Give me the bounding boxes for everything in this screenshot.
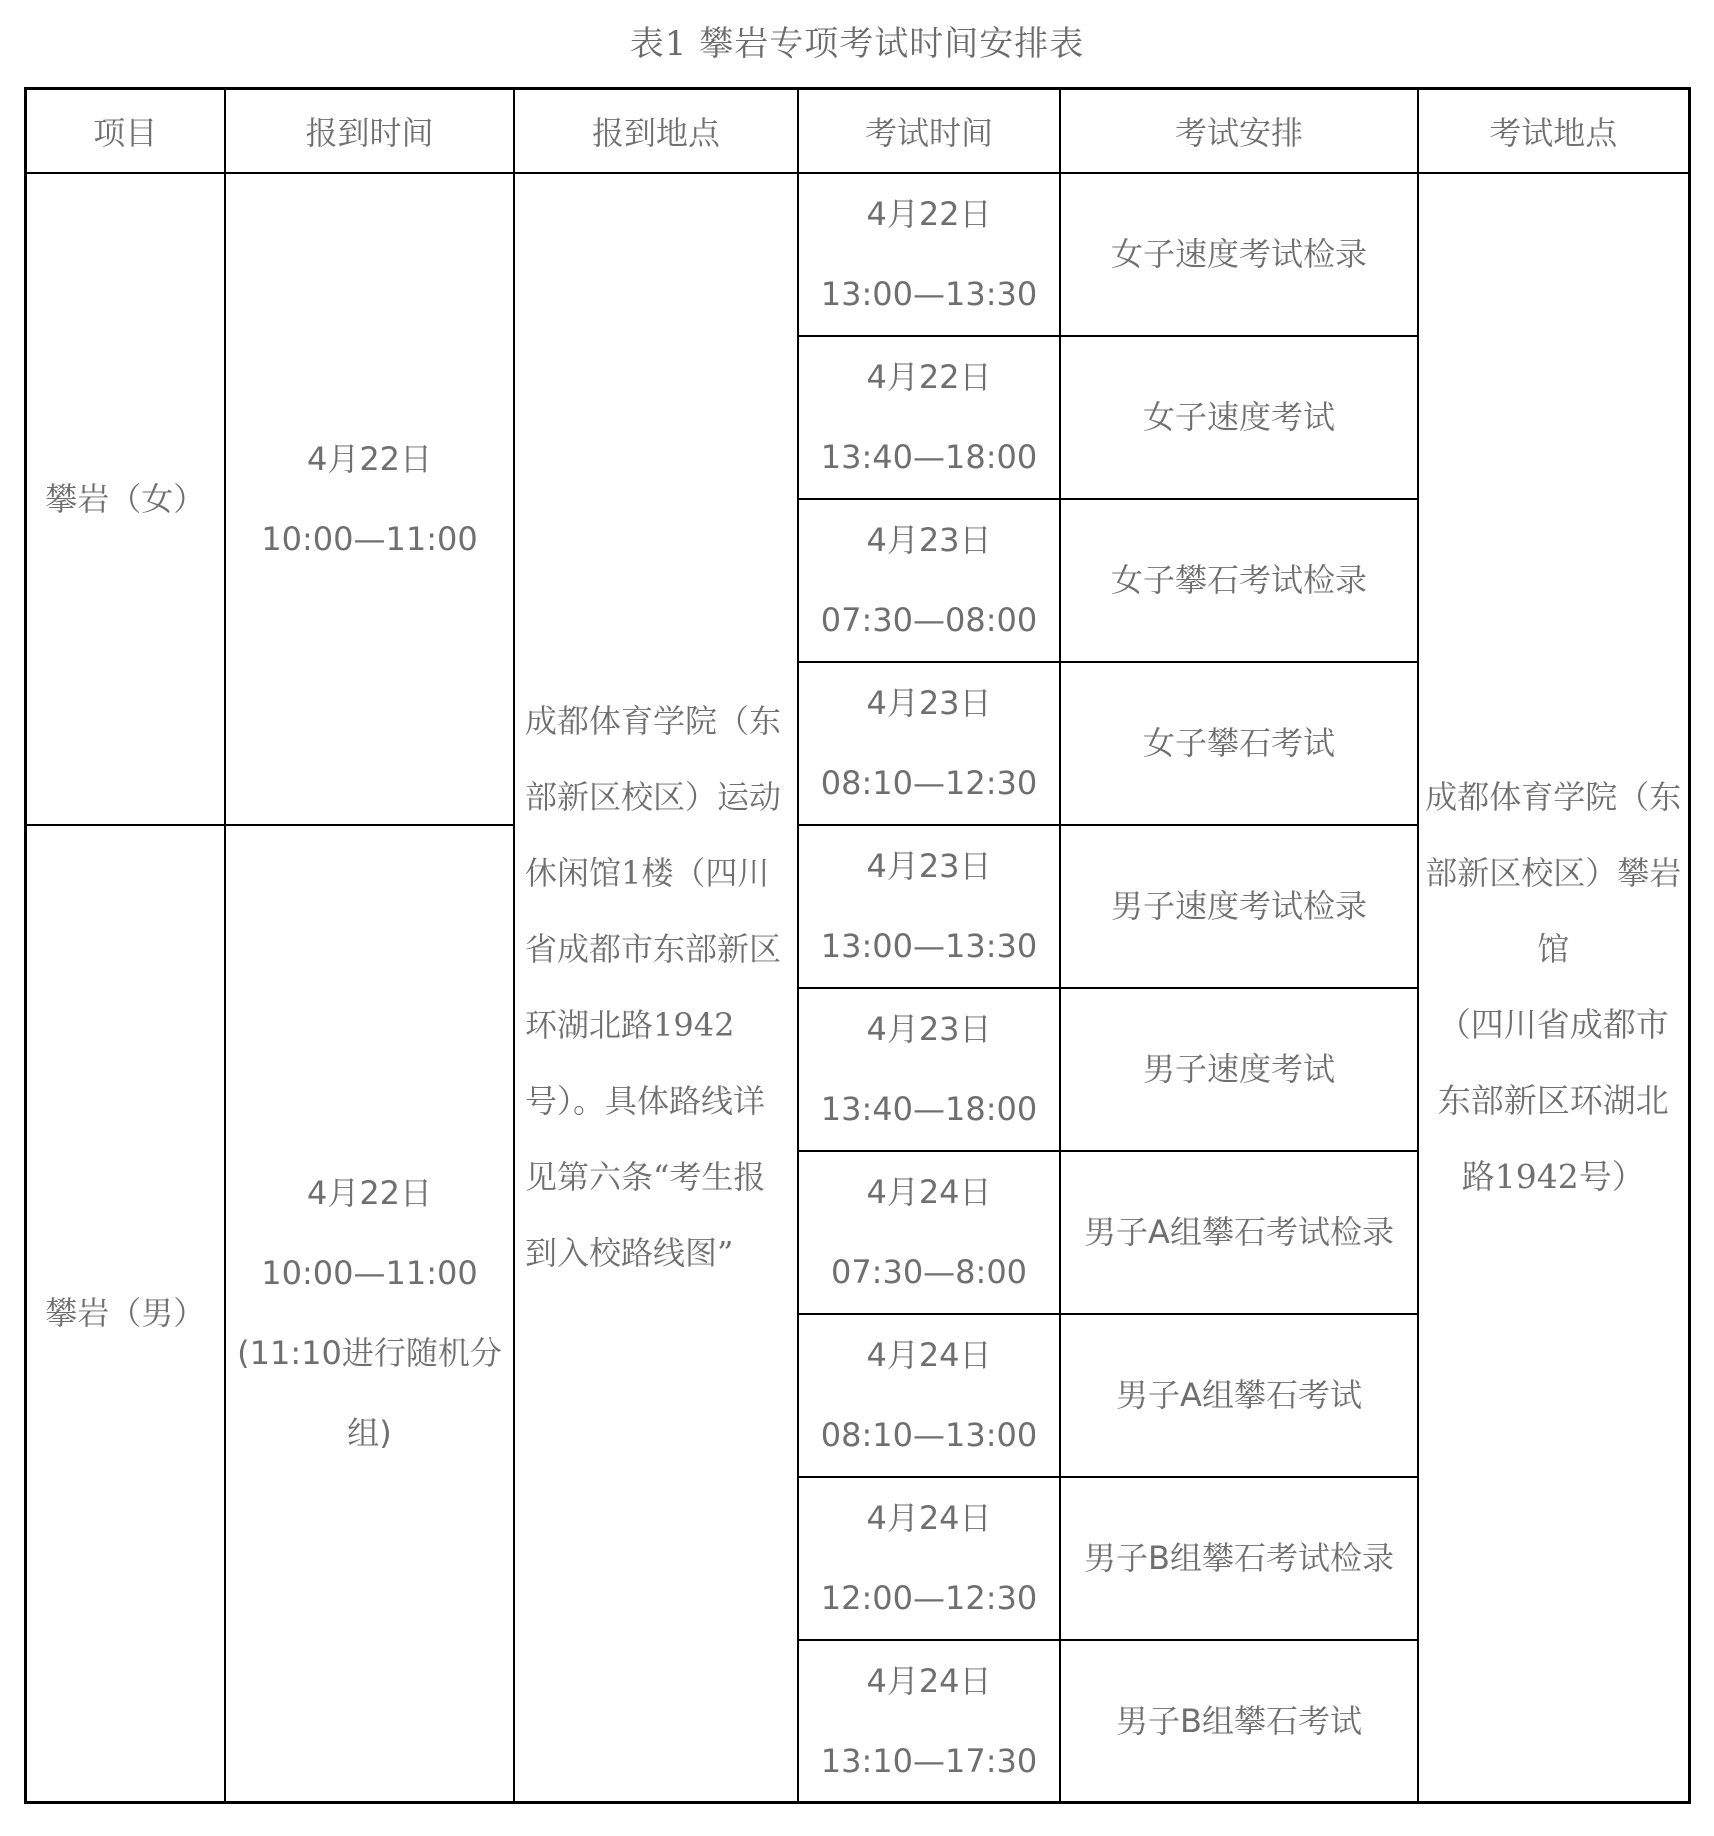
cell-exam-time [798,336,1060,499]
exam-date: 4月22日 [866,195,992,233]
cell-exam-time [798,1640,1060,1803]
exam-date: 4月24日 [866,1661,992,1700]
exam-date: 4月23日 [866,684,992,722]
exam-time-range: 13:00—13:30 [820,275,1038,313]
cell-exam-time [798,499,1060,662]
cell-item-male: 攀岩（男） [25,825,225,1803]
cell-exam-arrangement: 男子B组攀石考试 [1060,1640,1418,1803]
cell-checkin-location: 成都体育学院（东部新区校区）运动休闲馆1楼（四川省成都市东部新区环湖北路1942号）。具体路线详见第六条“考生报到入校路线图” [514,173,798,1803]
exam-time-range: 13:40—18:00 [820,438,1038,476]
cell-checkin-time-female [225,173,514,825]
exam-schedule-table [24,87,1691,1804]
exam-date: 4月22日 [866,358,992,396]
cell-exam-arrangement: 女子速度考试检录 [1060,173,1418,336]
cell-checkin-time-male [225,825,514,1803]
exam-location-venue: 成都体育学院（东部新区校区）攀岩馆 [1425,778,1682,969]
header-row [25,89,1689,173]
cell-exam-arrangement: 女子速度考试 [1060,336,1418,499]
exam-date: 4月24日 [866,1173,992,1211]
exam-time-range: 07:30—8:00 [830,1253,1028,1291]
exam-location-address: （四川省成都市东部新区环湖北路1942号） [1437,1005,1669,1197]
column-header-exam-location: 考试地点 [1418,89,1689,173]
column-header-item: 项目 [25,89,225,173]
cell-exam-arrangement: 男子A组攀石考试检录 [1060,1151,1418,1314]
checkin-note-male: (11:10进行随机分组) [237,1334,502,1453]
exam-time-range: 12:00—12:30 [820,1579,1038,1617]
exam-time-range: 08:10—13:00 [820,1416,1038,1454]
checkin-time-range-male: 10:00—11:00 [261,1254,478,1293]
checkin-date-male: 4月22日 [306,1174,433,1213]
exam-time-range: 13:40—18:00 [820,1090,1038,1128]
cell-exam-time [798,173,1060,336]
cell-exam-time [798,662,1060,825]
cell-exam-arrangement: 男子A组攀石考试 [1060,1314,1418,1477]
cell-exam-time [798,1151,1060,1314]
column-header-exam-arrangement: 考试安排 [1060,89,1418,173]
cell-exam-location [1418,173,1689,1803]
cell-exam-arrangement: 女子攀石考试 [1060,662,1418,825]
table-row [25,173,1689,336]
checkin-date-female: 4月22日 [306,439,433,478]
cell-exam-arrangement: 男子B组攀石考试检录 [1060,1477,1418,1640]
cell-exam-arrangement: 男子速度考试 [1060,988,1418,1151]
cell-exam-time [798,988,1060,1151]
checkin-time-range-female: 10:00—11:00 [261,519,478,558]
cell-exam-time [798,1477,1060,1640]
exam-date: 4月23日 [866,847,992,885]
exam-time-range: 13:00—13:30 [820,927,1038,965]
cell-exam-time [798,1314,1060,1477]
exam-time-range: 07:30—08:00 [820,601,1038,639]
column-header-exam-time: 考试时间 [798,89,1060,173]
exam-date: 4月24日 [866,1499,992,1537]
cell-exam-time [798,825,1060,988]
exam-date: 4月24日 [866,1336,992,1374]
column-header-checkin-location: 报到地点 [514,89,798,173]
exam-time-range: 08:10—12:30 [820,764,1038,802]
exam-date: 4月23日 [866,521,992,559]
exam-time-range: 13:10—17:30 [820,1741,1038,1780]
cell-item-female: 攀岩（女） [25,173,225,825]
column-header-checkin-time: 报到时间 [225,89,514,173]
cell-exam-arrangement: 男子速度考试检录 [1060,825,1418,988]
cell-exam-arrangement: 女子攀石考试检录 [1060,499,1418,662]
exam-date: 4月23日 [866,1010,992,1048]
page-title: 表1 攀岩专项考试时间安排表 [629,24,1085,64]
